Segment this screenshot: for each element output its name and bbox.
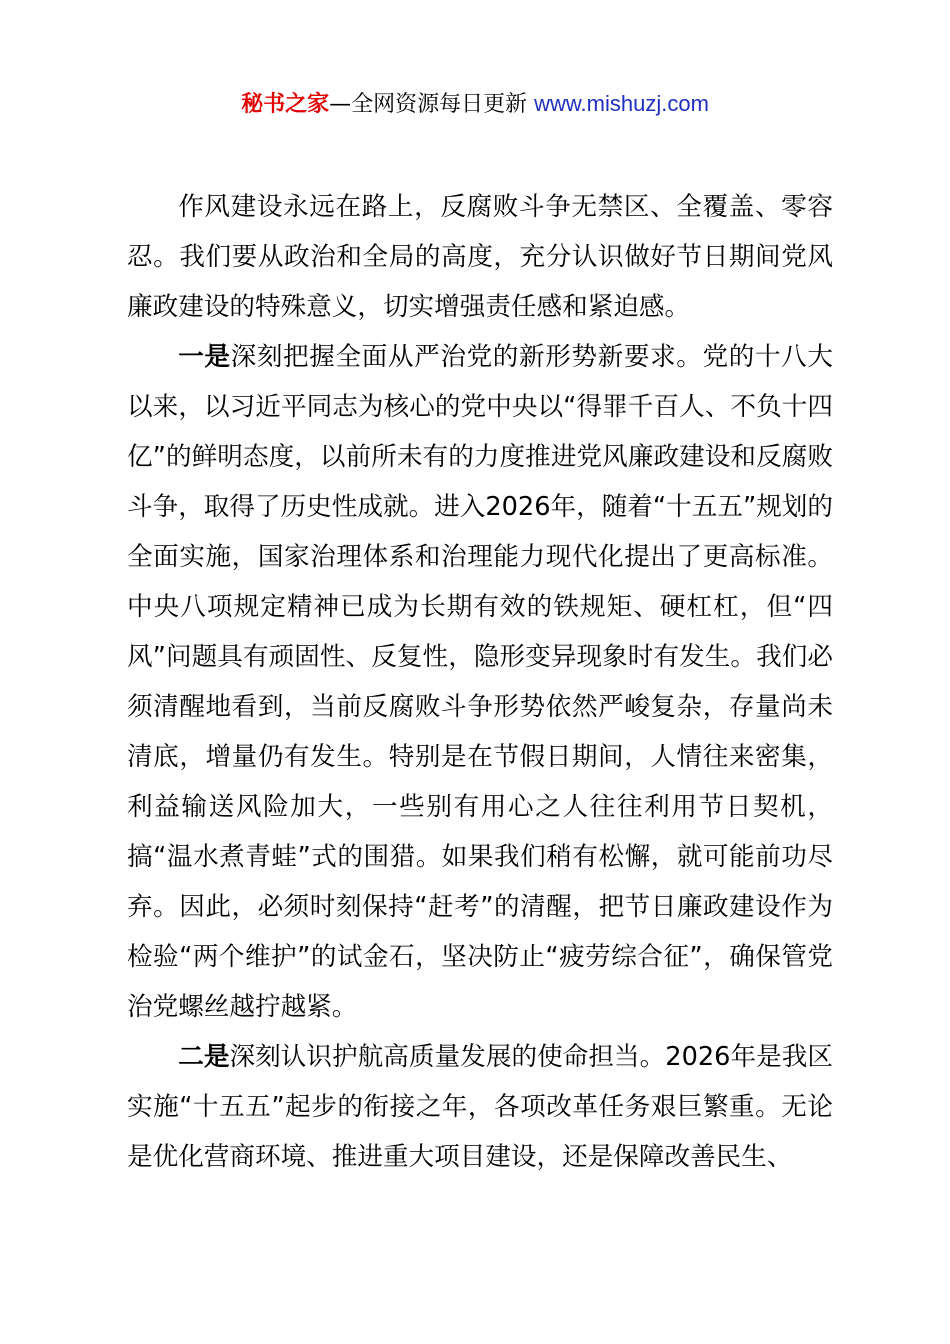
paragraph-lead: 一是 [178,342,231,372]
site-header [0,88,950,121]
document-body [127,182,833,1182]
paragraph-point-two [127,1032,833,1182]
paragraph-point-one [127,332,833,1032]
paragraph-text: 作风建设永远在路上，反腐败斗争无禁区、全覆盖、零容忍。我们要从政治和全局的高度，充分认识做好节日期间党风廉政建设的特殊意义，切实增强责任感和紧迫感。 [127,192,833,322]
paragraph-text: 深刻认识护航高质量发展的使命担当。2026年是我区实施“十五五”起步的衔接之年，各项改革任务艰巨繁重。无论是优化营商环境、推进重大项目建设，还是保障改善民生、 [127,1042,833,1172]
paragraph-lead: 二是 [178,1042,230,1072]
site-brand: 秘书之家 [241,92,330,117]
site-url-link[interactable]: www.mishuzj.com [534,91,709,116]
paragraph-text: 深刻把握全面从严治党的新形势新要求。党的十八大以来，以习近平同志为核心的党中央以“得罪千百人、不负十四亿”的鲜明态度，以前所未有的力度推进党风廉政建设和反腐败斗争，取得了历史性成就。进入2026年，随着“十五五”规划的全面实施，国家治理体系和治理能力现代化提出了更高标准。中央八项规定精神已成为长期有效的铁规矩、硬杠杠，但“四风”问题具有顽固性、反复性，隐形变异现象时有发生。我们必须清醒地看到，当前反腐败斗争形势依然严峻复杂，存量尚未清底，增量仍有发生。特别是在节假日期间，人情往来密集，利益输送风险加大，一些别有用心之人往往利用节日契机，搞“温水煮青蛙”式的围猎。如果我们稍有松懈，就可能前功尽弃。因此，必须时刻保持“赶考”的清醒，把节日廉政建设作为检验“两个维护”的试金石，坚决防止“疲劳综合征”，确保管党治党螺丝越拧越紧。 [127,342,833,1022]
site-slogan: —全网资源每日更新 [329,92,535,117]
paragraph-intro [127,182,833,332]
